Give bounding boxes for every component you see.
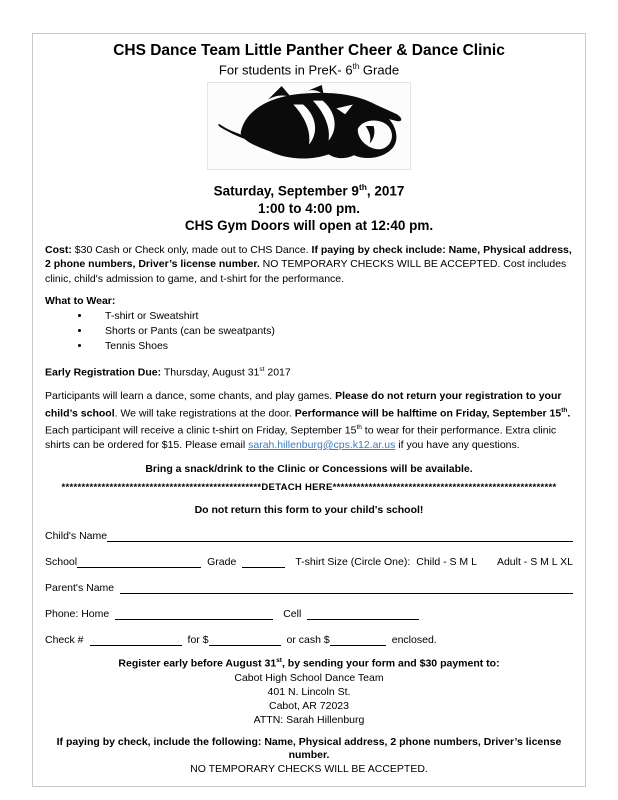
mailing-line-team: Cabot High School Dance Team <box>234 671 384 684</box>
check-warning-line: If paying by check, include the following: Name, Physical address, 2 phone numbers, Driver’s license number. <box>56 735 562 762</box>
school-label: School <box>45 556 78 569</box>
text-segment: Cost: <box>45 243 72 256</box>
detach-stars-right: ******************************************************** <box>332 482 557 494</box>
event-doors: CHS Gym Doors will open at 12:40 pm. <box>184 217 434 233</box>
text-segment: Performance will be halftime on Friday, September 15 <box>294 407 562 420</box>
cash-amount-blank <box>330 634 386 646</box>
event-date: Saturday, September 9th, 2017 <box>213 182 405 199</box>
text-segment: . <box>567 407 571 420</box>
detach-label: DETACH HERE <box>261 482 333 494</box>
payment-row <box>45 634 573 646</box>
text-segment: Each participant will receive a clinic t-shirt on Friday, September 15 <box>45 424 357 437</box>
event-datetime <box>45 179 573 234</box>
detach-here-line <box>45 482 573 493</box>
details-paragraph <box>45 389 573 452</box>
cash-label: or cash $ <box>286 634 330 647</box>
what-to-wear-list <box>77 309 573 354</box>
text-segment: . We will take registrations at the door. <box>114 407 295 420</box>
panther-logo-image <box>207 82 411 170</box>
phone-row <box>45 608 573 620</box>
phone-cell-blank <box>307 608 419 620</box>
text-segment: th <box>561 406 568 414</box>
wear-item: • T-shirt or Sweatshirt <box>91 309 573 324</box>
parent-name-row <box>45 582 573 594</box>
check-amount-blank <box>209 634 281 646</box>
mailing-block <box>45 654 573 727</box>
phone-home-blank <box>115 608 273 620</box>
email-link[interactable]: sarah.hillenburg@cps.k12.ar.us <box>248 438 396 451</box>
school-grade-size-row <box>45 556 573 568</box>
page-subtitle: For students in PreK- 6th Grade <box>218 62 400 78</box>
mailing-line-street: 401 N. Lincoln St. <box>267 685 351 698</box>
tshirt-child-sizes: Child - S M L <box>416 556 477 569</box>
check-number-label: Check # <box>45 634 84 647</box>
wear-item: • Tennis Shoes <box>91 339 573 354</box>
grade-label: Grade <box>207 556 237 569</box>
text-segment: if you have any questions. <box>395 438 520 451</box>
text-segment: NO TEMPORARY CHECKS WILL BE ACCEPTED. Cost includes clinic, child's admission to game, and t-shirt for the performance. <box>45 258 567 285</box>
grade-blank <box>242 556 285 568</box>
text-segment: to wear for their performance. Extra clinic shirts can be ordered for $15. Please email <box>45 424 557 451</box>
wear-item: • Shorts or Pants (can be sweatpants) <box>91 324 573 339</box>
tshirt-adult-sizes: Adult - S M L XL <box>496 556 573 569</box>
text-segment: Please do not return your registration to your child’s school <box>45 390 562 420</box>
phone-home-label: Phone: Home <box>45 608 110 621</box>
child-name-label: Child's Name <box>45 530 108 543</box>
check-number-blank <box>90 634 182 646</box>
text-segment: Participants will learn a dance, some chants, and play games. <box>45 390 336 403</box>
early-registration-line: Early Registration Due: Thursday, August 31st 2017 <box>45 366 291 379</box>
register-early-line: Register early before August 31st, by sending your form and $30 payment to: <box>118 657 500 670</box>
text-segment: th <box>356 423 362 431</box>
text-segment: $30 Cash or Check only, made out to CHS Dance. <box>71 243 312 256</box>
cost-paragraph <box>45 243 573 287</box>
detach-stars-left: ************************************************** <box>61 482 262 494</box>
flyer-frame <box>32 33 586 787</box>
enclosed-label: enclosed. <box>391 634 437 647</box>
do-not-return-note: Do not return this form to your child's school! <box>194 504 424 517</box>
panther-icon <box>209 84 409 168</box>
text-segment: If paying by check include: Name, Physical address, 2 phone numbers, Driver’s license number. <box>45 243 572 271</box>
check-for-label: for $ <box>187 634 209 647</box>
child-name-blank <box>107 530 573 542</box>
page-title: CHS Dance Team Little Panther Cheer & Dance Clinic <box>113 42 505 59</box>
no-temporary-checks-line: NO TEMPORARY CHECKS WILL BE ACCEPTED. <box>190 762 428 775</box>
mailing-line-attn: ATTN: Sarah Hillenburg <box>253 713 365 726</box>
tshirt-size-label: T-shirt Size (Circle One): <box>295 556 411 569</box>
parent-name-label: Parent's Name <box>45 582 115 595</box>
mailing-line-city: Cabot, AR 72023 <box>269 699 349 712</box>
child-name-row <box>45 530 573 542</box>
school-blank <box>77 556 201 568</box>
snack-note: Bring a snack/drink to the Clinic or Concessions will be available. <box>145 463 473 476</box>
parent-name-blank <box>120 582 573 594</box>
event-time: 1:00 to 4:00 pm. <box>257 200 361 216</box>
what-to-wear-heading: What to Wear: <box>45 295 116 308</box>
footer-warning <box>45 736 573 777</box>
phone-cell-label: Cell <box>283 608 302 621</box>
